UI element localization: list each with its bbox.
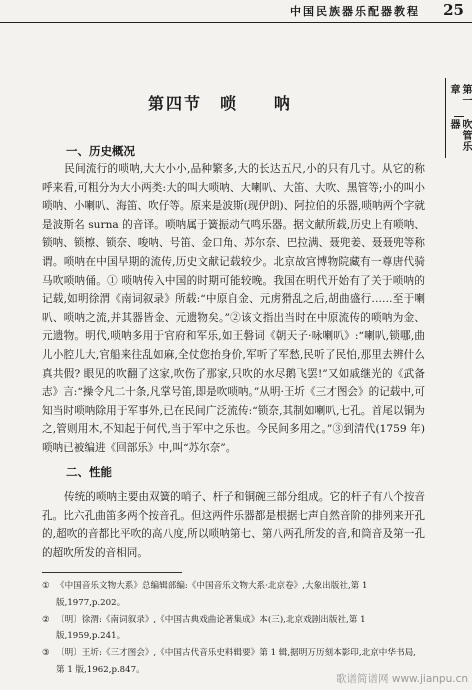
footnote-text: 〔明〕徐渭:《南词叙录》,《中国古典戏曲论著集成》本(三),北京戏剧出版社,第 1 版,1959,p.241。 <box>56 614 366 642</box>
page-number: 25 <box>443 1 464 19</box>
site-watermark: 歌谱简谱网 www.jianpu.cn <box>336 673 468 685</box>
footnotes <box>42 578 422 679</box>
section-title: 第四节 唢 呐 <box>147 94 292 113</box>
side-tab-divider <box>454 116 464 117</box>
footnote-marker: ② <box>42 614 50 625</box>
history-heading: 一、历史概况 <box>66 144 135 158</box>
footnote-marker: ① <box>42 581 50 591</box>
side-tab-section: 吹管乐器 <box>448 118 471 152</box>
performance-paragraph <box>42 488 425 562</box>
footnote-rule <box>42 572 182 573</box>
footnote-text: 《中国音乐文物大系》总编辑部编:《中国音乐文物大系·北京卷》,大象出版社,第 1 版,1977,p.202。 <box>56 581 368 608</box>
chapter-side-tab <box>445 78 472 158</box>
history-paragraph-text: 民间流行的唢呐,大大小小,品种繁多,大的长达五尺,小的只有几寸。从它的称呼来看,可粗分为大小两类:大的叫大唢呐、大喇叭、大笛、大吹、黑管等;小的叫小唢呐、小喇叭、海笛、吹仔等。原来是波斯(现伊朗)、阿拉伯的乐器,唢呐两个字就是波斯名 surna 的音译。唢呐属于簧振动气鸣乐器。据文献所载,历史上有唢呐、锁呐、锁檫、锁奈、唆呐、号笛、金口角、苏尔奈、巴拉满、聂兜姜、聂聂兜等称谓。唢呐在中国早期的流传,历史文献记载较少。北京故宫博物院藏有一尊唐代骑马吹唢呐俑。① 唢呐传入中国的时期可能较晚。我国在明代开始有了关于唢呐的记载,如明徐渭《南词叙录》所载:“中原自金、元虏猾乱之后,胡曲盛行……至于喇叭、唢呐之流,并其器皆金、元遗物矣。”②该文指出当时在中原流传的唢呐为金、元遗物。明代,唢呐多用于官府和军乐,如王磐词《朝天子·咏喇叭》:“喇叭,锁哪,曲儿小腔儿大,官船来往乱如麻,全仗您抬身价,军听了军愁,民听了民怕,那里去辨什么真共假? 眼见的吹翻了这家,吹伤了那家,只吹的水尽鹅飞罢!”又如戚继光的《武备志》言:“操令凡二十条,凡掌号笛,即是吹唢呐。”从明·王圻《三才图会》的记载中,可知当时唢呐除用于军事外,已在民间广泛流传:“锁奈,其制如喇叭,七孔。首尾以铜为之,管则用木,不知起于何代,当于军中之乐也。今民间多用之。”③到清代(1759 年)唢呐已被编进《回部乐》中,叫“苏尔奈”。 <box>42 163 425 454</box>
footnote-marker: ③ <box>42 648 50 659</box>
footnote-item <box>42 578 422 612</box>
running-header-title: 中国民族器乐配器教程 <box>290 5 420 18</box>
performance-heading: 二、性能 <box>66 465 112 479</box>
running-header <box>0 0 472 23</box>
footnote-item <box>42 612 422 646</box>
performance-paragraph-text: 传统的唢呐主要由双簧的哨子、杆子和铜碗三部分组成。它的杆子有八个按音孔。比六孔曲笛多两个按音孔。但这两件乐器都是根据七声自然音阶的排列来开孔的,超吹的音都比平吹的高八度,所以唢呐第七、第八两孔所发的音,和筒音及第一孔的超吹所发的音相同。 <box>42 491 425 559</box>
history-paragraph <box>42 160 425 458</box>
footnote-text: 〔明〕王圻:《三才图会》,《中国古代音乐史料辑要》第 1 辑,据明万历刻本影印,北京中华书局,第 1 版,1962,p.847。 <box>56 648 416 675</box>
side-tab-chapter: 第一章 <box>448 84 471 106</box>
